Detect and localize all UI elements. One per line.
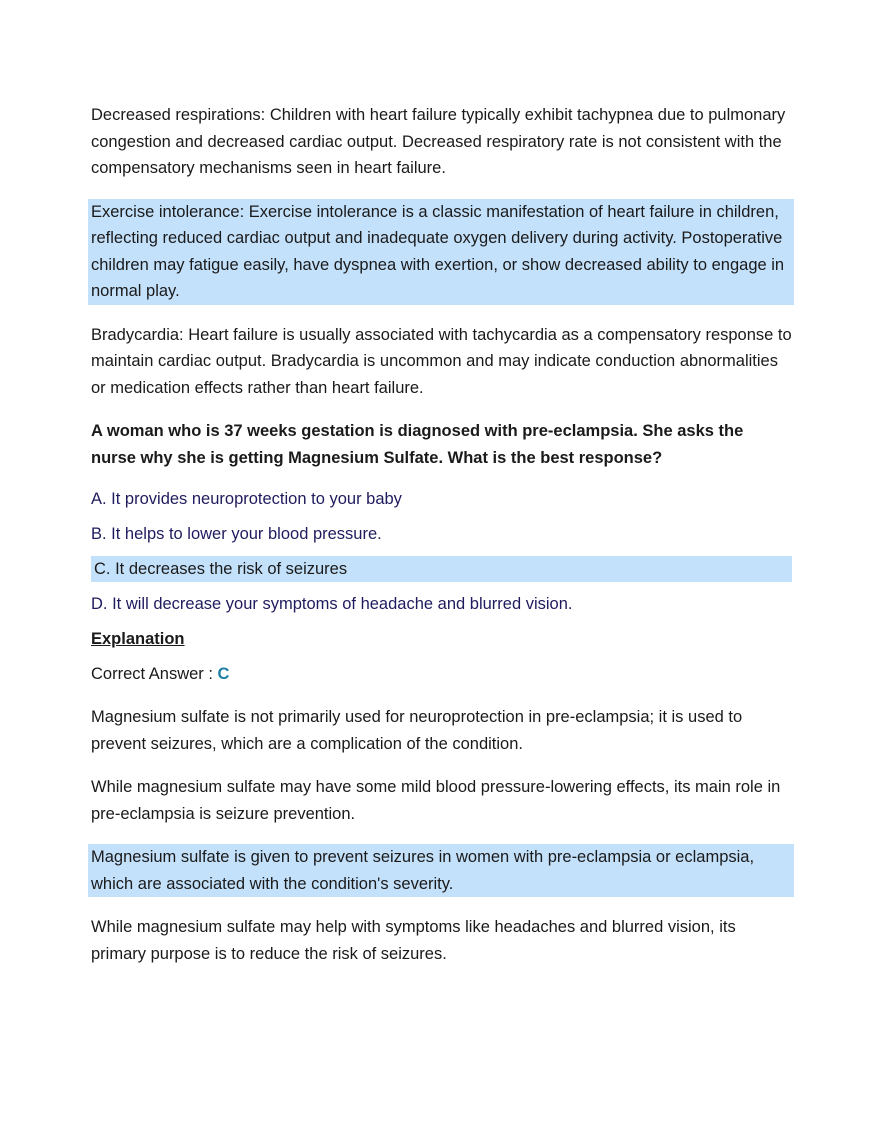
paragraph-exercise-intolerance: Exercise intolerance: Exercise intolerance is a classic manifestation of heart failure in children, reflecting reduced cardiac output and inadequate oxygen delivery during activity. Postoperative children may fatigue easily, have dyspnea with exertion, or show decreased ability to engage in normal play. bbox=[88, 199, 794, 305]
explanation-paragraph-d: While magnesium sulfate may help with symptoms like headaches and blurred vision, its primary purpose is to reduce the risk of seizures. bbox=[91, 918, 736, 963]
question-stem: A woman who is 37 weeks gestation is diagnosed with pre-eclampsia. She asks the nurse why she is getting Magnesium Sulfate. What is the best response? bbox=[91, 422, 744, 467]
correct-answer-label: Correct Answer : bbox=[91, 665, 218, 683]
option-c[interactable]: C. It decreases the risk of seizures bbox=[91, 556, 792, 582]
correct-answer bbox=[91, 661, 792, 687]
document-page bbox=[91, 102, 792, 984]
explanation-heading: Explanation bbox=[91, 630, 185, 648]
explanation-paragraph-c: Magnesium sulfate is given to prevent seizures in women with pre-eclampsia or eclampsia, which are associated with the condition's severity. bbox=[88, 844, 794, 897]
explanation-paragraph-b: While magnesium sulfate may have some mild blood pressure-lowering effects, its main role in pre-eclampsia is seizure prevention. bbox=[91, 778, 781, 823]
option-d[interactable]: D. It will decrease your symptoms of headache and blurred vision. bbox=[91, 595, 573, 613]
paragraph-bradycardia: Bradycardia: Heart failure is usually associated with tachycardia as a compensatory response to maintain cardiac output. Bradycardia is uncommon and may indicate conduction abnormalities or medication effects rather than heart failure. bbox=[91, 325, 792, 397]
correct-answer-letter: C bbox=[217, 665, 230, 683]
explanation-paragraph-a: Magnesium sulfate is not primarily used for neuroprotection in pre-eclampsia; it is used to prevent seizures, which are a complication of the condition. bbox=[91, 708, 743, 753]
option-b[interactable]: B. It helps to lower your blood pressure. bbox=[91, 525, 382, 543]
paragraph-decreased-respirations: Decreased respirations: Children with heart failure typically exhibit tachypnea due to pulmonary congestion and decreased cardiac output. Decreased respiratory rate is not consistent with the compensatory mechanisms seen in heart failure. bbox=[91, 106, 786, 177]
option-a[interactable]: A. It provides neuroprotection to your baby bbox=[91, 490, 402, 508]
